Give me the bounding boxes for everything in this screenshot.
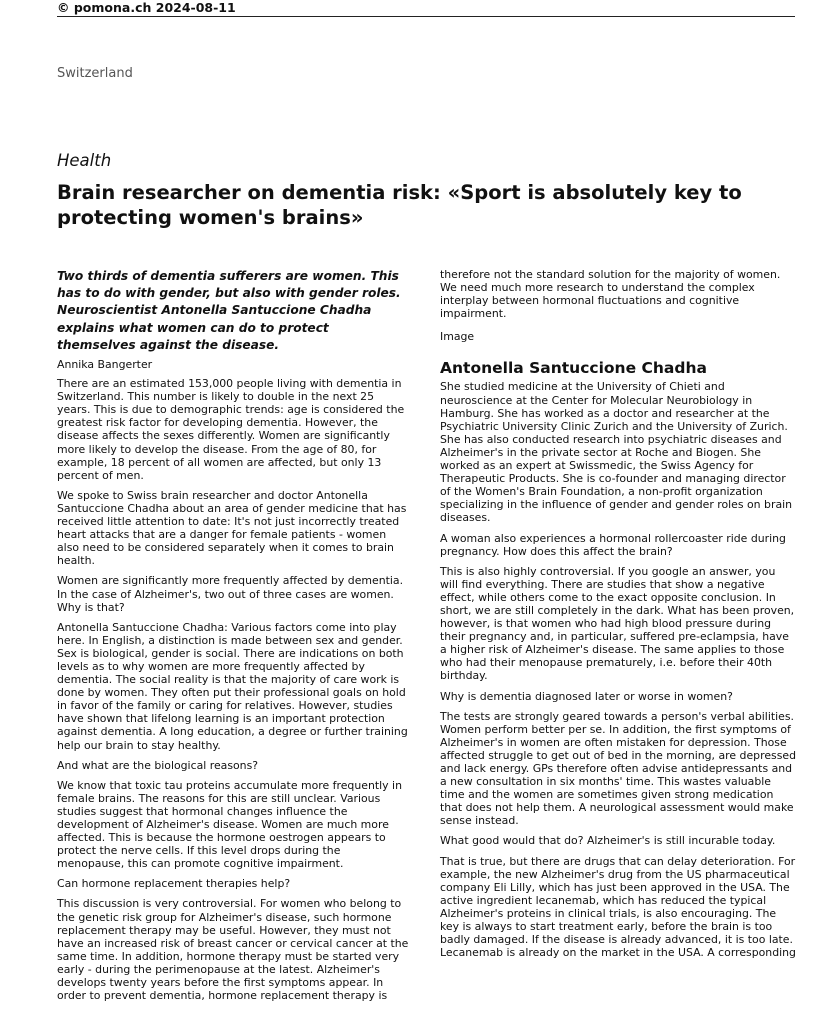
interview-answer: Antonella Santuccione Chadha: Various factors come into play here. In English, a distinction is made between sex and gender. Sex is biological, gender is social. There are indications on both levels as to why women are more frequently affected by dementia. The social reality is that the majority of care work is done by women. They often put their professional goals on hold in favor of the family or caring for relatives. However, studies have shown that lifelong learning is an important protection against dementia. A long education, a degree or further training help our brain to stay healthy. <box>57 620 408 752</box>
source-label: © pomona.ch 2024-08-11 <box>57 0 236 15</box>
interview-answer: therefore not the standard solution for the majority of women. We need much more research to understand the complex interplay between hormonal fluctuations and cognitive impairment. <box>440 268 781 321</box>
country-label: Switzerland <box>57 66 133 81</box>
article-lead: Two thirds of dementia sufferers are women. This has to do with gender, but also with gender roles. Neuroscientist Antonella Santuccione Chadha explains what women can do to protect themselves against the disease. <box>57 269 401 352</box>
section-label: Health <box>57 151 112 170</box>
right-column <box>440 268 796 966</box>
interview-answer: We know that toxic tau proteins accumulate more frequently in female brains. The reasons for this are still unclear. Various studies suggest that hormonal changes influence the development of Alzheimer's disease. Women are much more affected. This is because the hormone oestrogen appears to protect the nerve cells. If this level drops during the menopause, this can promote cognitive impairment. <box>57 778 402 871</box>
interview-question: Why is dementia diagnosed later or worse in women? <box>440 689 733 703</box>
interview-answer: That is true, but there are drugs that can delay deterioration. For example, the new Alzheimer's drug from the US pharmaceutical company Eli Lilly, which has just been approved in the USA. The active ingredient lecanemab, which has reduced the typical Alzheimer's proteins in clinical trials, is also encouraging. The key is always to start treatment early, before the brain is too badly damaged. If the disease is already advanced, it is too late. Lecanemab is already on the market in the USA. A corresponding <box>440 854 796 960</box>
bio-text: She studied medicine at the University of Chieti and neuroscience at the Center for Molecular Neurobiology in Hamburg. She has worked as a doctor and researcher at the Psychiatric University Clinic Zurich and the University of Zurich. She has also conducted research into psychiatric diseases and Alzheimer's in the private sector at Roche and Biogen. She worked as an expert at Swissmedic, the Swiss Agency for Therapeutic Products. She is co-founder and managing director of the Women's Brain Foundation, a non-profit organization specializing in the influence of gender and gender roles on brain diseases. <box>440 380 793 525</box>
left-column <box>57 268 409 1009</box>
image-placeholder-label: Image <box>440 330 475 344</box>
body-paragraph: We spoke to Swiss brain researcher and doctor Antonella Santuccione Chadha about an area of gender medicine that has received little attention to date: It's not just incorrectly treated heart attacks that are a danger for female patients - women also need to be considered separately when it comes to brain health. <box>57 488 407 568</box>
bio-heading: Antonella Santuccione Chadha <box>440 359 707 378</box>
article-title: Brain researcher on dementia risk: «Sport is absolutely key to protecting women's brains» <box>57 181 742 229</box>
body-paragraph: There are an estimated 153,000 people living with dementia in Switzerland. This number is likely to double in the next 25 years. This is due to demographic trends: age is considered the greatest risk factor for developing dementia. However, the disease affects the sexes differently. Women are significantly more likely to develop the disease. From the age of 80, for example, 18 percent of all women are affected, but only 13 percent of men. <box>57 377 405 482</box>
page-header <box>57 0 795 17</box>
author-name: Annika Bangerter <box>57 358 153 372</box>
interview-question: Women are significantly more frequently affected by dementia. In the case of Alzheimer's, two out of three cases are women. Why is that? <box>57 574 404 614</box>
interview-question: And what are the biological reasons? <box>57 758 259 772</box>
interview-answer: This is also highly controversial. If you google an answer, you will find everything. There are studies that show a negative effect, while others come to the exact opposite conclusion. In short, we are still completely in the dark. What has been proven, however, is that women who had high blood pressure during their pregnancy and, in particular, suffered pre-eclampsia, have a higher risk of Alzheimer's disease. The same applies to those who had their menopause prematurely, i.e. before their 40th birthday. <box>440 564 795 683</box>
interview-question: A woman also experiences a hormonal rollercoaster ride during pregnancy. How does this affect the brain? <box>440 531 786 558</box>
interview-answer: This discussion is very controversial. For women who belong to the genetic risk group for Alzheimer's disease, such hormone replacement therapy may be useful. However, they must not have an increased risk of breast cancer or cervical cancer at the same time. In addition, hormone therapy must be started very early - during the perimenopause at the latest. Alzheimer's develops twenty years before the first symptoms appear. In order to prevent dementia, hormone replacement therapy is <box>57 897 409 1003</box>
interview-answer: The tests are strongly geared towards a person's verbal abilities. Women perform better per se. In addition, the first symptoms of Alzheimer's in women are often mistaken for depression. Those affected struggle to get out of bed in the morning, are depressed and lack energy. GPs therefore often advise antidepressants and a new consultation in six months' time. This wastes valuable time and the women are sometimes given strong medication that does not help them. A neurological assessment would make sense instead. <box>440 709 796 828</box>
interview-question: Can hormone replacement therapies help? <box>57 877 291 891</box>
interview-question: What good would that do? Alzheimer's is still incurable today. <box>440 834 776 848</box>
